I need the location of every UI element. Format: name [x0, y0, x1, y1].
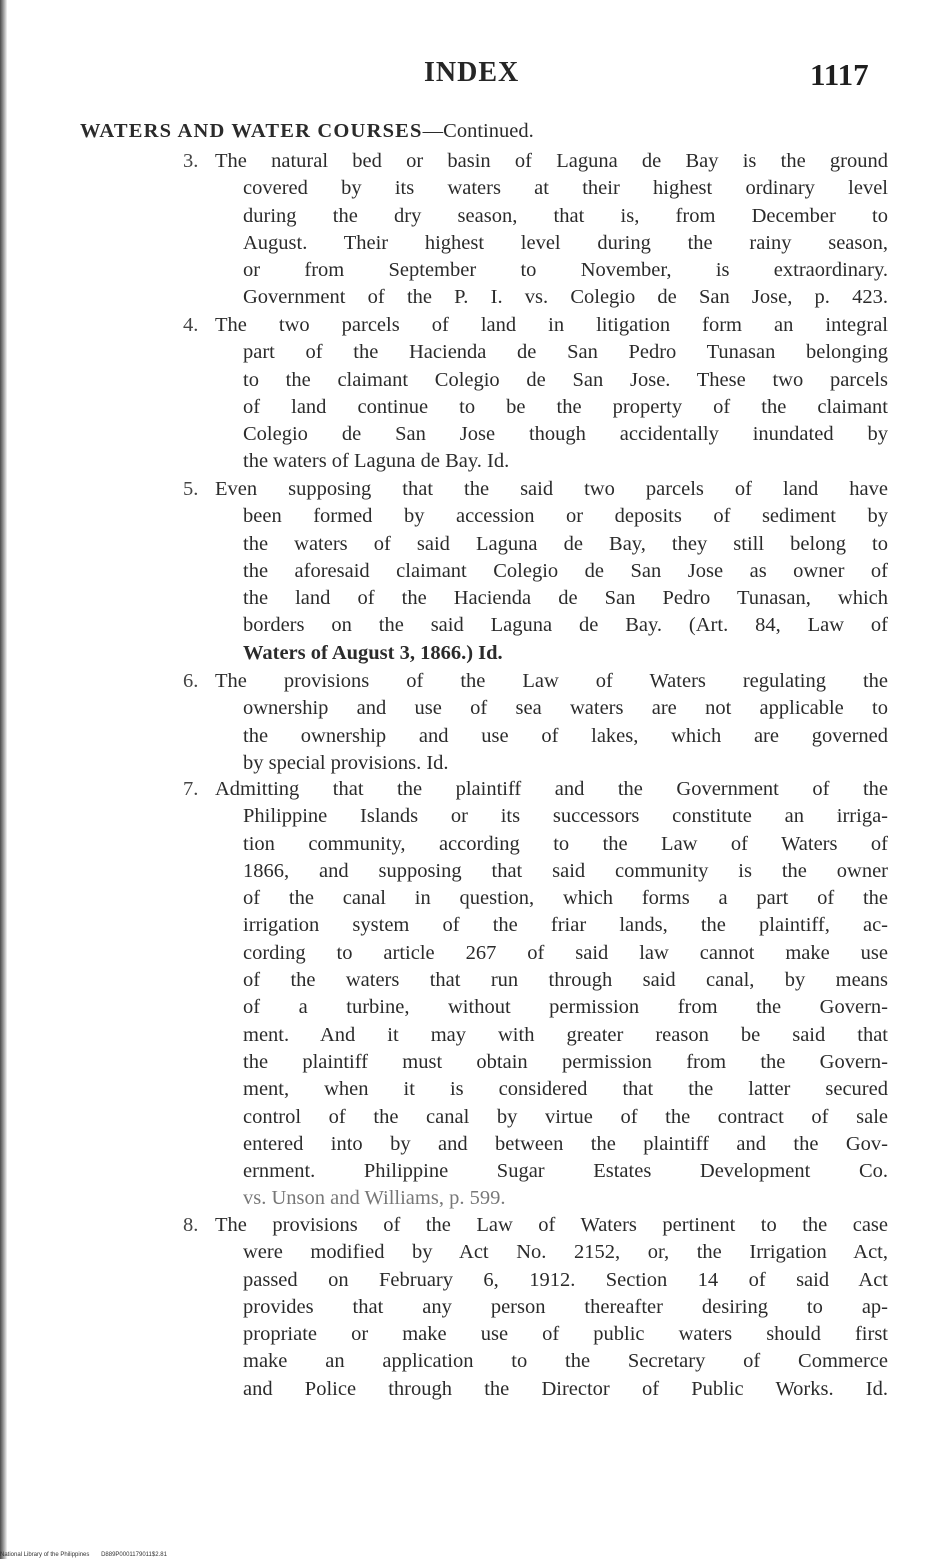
- entry-line: of land continue to be the property of the claimant: [243, 395, 888, 418]
- entry-line: the plaintiff must obtain permission from the Govern-: [243, 1050, 888, 1073]
- entry-line: part of the Hacienda de San Pedro Tunasan belonging: [243, 341, 888, 364]
- entry-line: ownership and use of sea waters are not applicable to: [243, 697, 888, 720]
- entry-line: of the canal in question, which forms a part of the: [243, 887, 888, 910]
- entry-line: the land of the Hacienda de San Pedro Tunasan, which: [243, 587, 888, 610]
- entry-line: of a turbine, without permission from the Govern-: [243, 996, 888, 1019]
- entry-line: the ownership and use of lakes, which are governed: [243, 724, 888, 747]
- footer-library: National Library of the Philippines: [0, 1552, 90, 1558]
- index-heading: [80, 120, 534, 143]
- index-entry-3: [183, 148, 888, 312]
- entry-line: provides that any person thereafter desiring to ap-: [243, 1295, 888, 1318]
- index-entry-8: [183, 1212, 888, 1403]
- entry-line: irrigation system of the friar lands, the plaintiff, ac-: [243, 914, 888, 937]
- entry-line: the aforesaid claimant Colegio de San Jose as owner of: [243, 559, 888, 582]
- entry-line: ment, when it is considered that the latter secured: [243, 1078, 888, 1101]
- entry-line: make an application to the Secretary of Commerce: [243, 1350, 888, 1373]
- entry-number: 6.: [183, 670, 199, 692]
- entry-line: ment. And it may with greater reason be said that: [243, 1023, 888, 1046]
- entry-line: Colegio de San Jose though accidentally inundated by: [243, 423, 888, 446]
- entry-line: vs. Unson and Williams, p. 599.: [243, 1187, 506, 1210]
- entry-line: Government of the P. I. vs. Colegio de San Jose, p. 423.: [243, 286, 888, 309]
- index-heading-title: WATERS AND WATER COURSES: [80, 120, 423, 142]
- index-heading-continued: —Continued.: [422, 120, 534, 142]
- entry-number: 3.: [183, 150, 199, 172]
- entry-line: passed on February 6, 1912. Section 14 of said Act: [243, 1268, 888, 1291]
- entry-line: been formed by accession or deposits of sediment by: [243, 505, 888, 528]
- entry-line: 8. The provisions of the Law of Waters pertinent to the case: [183, 1212, 888, 1239]
- index-entry-6: [183, 668, 888, 777]
- entry-line: Philippine Islands or its successors constitute an irriga-: [243, 805, 888, 828]
- entry-line: 6. The provisions of the Law of Waters regulating the: [183, 668, 888, 695]
- entry-line: control of the canal by virtue of the contract of sale: [243, 1105, 888, 1128]
- index-entry-4: [183, 312, 888, 476]
- entry-line: the waters of Laguna de Bay. Id.: [243, 450, 510, 473]
- entry-line: 4. The two parcels of land in litigation form an integral: [183, 312, 888, 339]
- index-entry-5: [183, 476, 888, 667]
- footer-code: D889P0001179011$2.81: [101, 1552, 167, 1558]
- entry-line: 5. Even supposing that the said two parcels of land have: [183, 476, 888, 503]
- entry-line: 3. The natural bed or basin of Laguna de Bay is the ground: [183, 148, 888, 175]
- entry-line: or from September to November, is extraordinary.: [243, 259, 888, 282]
- index-entry-7: [183, 776, 888, 1213]
- entry-line: borders on the said Laguna de Bay. (Art. 84, Law of: [243, 614, 888, 637]
- entry-line: by special provisions. Id.: [243, 751, 449, 774]
- entry-line: the waters of said Laguna de Bay, they still belong to: [243, 532, 888, 555]
- entry-line: were modified by Act No. 2152, or, the Irrigation Act,: [243, 1241, 888, 1264]
- entry-line: tion community, according to the Law of Waters of: [243, 832, 888, 855]
- running-title: INDEX: [424, 57, 520, 88]
- entry-line: Waters of August 3, 1866.) Id.: [243, 641, 503, 664]
- entry-number: 5.: [183, 478, 199, 500]
- entry-line: 7. Admitting that the plaintiff and the Government of the: [183, 776, 888, 803]
- entry-line: 1866, and supposing that said community is the owner: [243, 859, 888, 882]
- entry-number: 7.: [183, 778, 199, 800]
- page-number: 1117: [810, 57, 869, 92]
- entry-number: 4.: [183, 314, 199, 336]
- entry-line: entered into by and between the plaintiff and the Gov-: [243, 1132, 888, 1155]
- entry-line: cording to article 267 of said law cannot make use: [243, 941, 888, 964]
- entry-line: to the claimant Colegio de San Jose. These two parcels: [243, 368, 888, 391]
- entry-line: covered by its waters at their highest ordinary level: [243, 177, 888, 200]
- entry-line: propriate or make use of public waters should first: [243, 1323, 888, 1346]
- entry-line: of the waters that run through said canal, by means: [243, 969, 888, 992]
- entry-line: ernment. Philippine Sugar Estates Development Co.: [243, 1160, 888, 1183]
- entry-number: 8.: [183, 1214, 199, 1236]
- entry-line: and Police through the Director of Public Works. Id.: [243, 1377, 888, 1400]
- entry-line: August. Their highest level during the rainy season,: [243, 231, 888, 254]
- scan-footer: [0, 1552, 177, 1558]
- entry-line: during the dry season, that is, from December to: [243, 204, 888, 227]
